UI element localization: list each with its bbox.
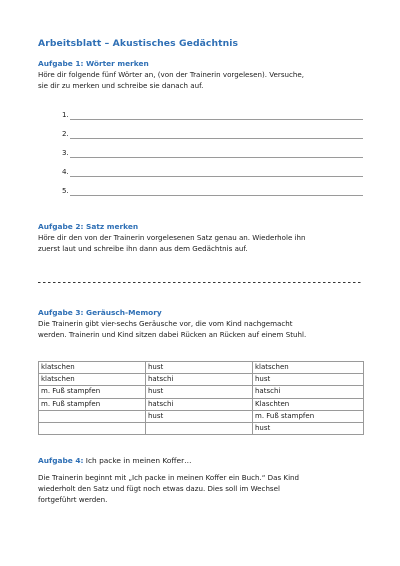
table-cell: hust bbox=[253, 422, 364, 434]
task4-text-line3: fortgeführt werden. bbox=[38, 495, 108, 504]
table-row bbox=[39, 422, 364, 434]
answer-line-number: 1. bbox=[62, 110, 69, 119]
answer-line-number: 2. bbox=[62, 129, 69, 138]
task2-heading: Aufgabe 2: Satz merken bbox=[38, 222, 139, 231]
task4-text-line2: wiederholt den Satz und fügt noch etwas dazu. Dies soll im Wechsel bbox=[38, 484, 280, 493]
task1-heading: Aufgabe 1: Wörter merken bbox=[38, 59, 149, 68]
table-cell: klatschen bbox=[253, 362, 364, 374]
table-cell: hatschi bbox=[253, 386, 364, 398]
answer-line-number: 5. bbox=[62, 186, 69, 195]
answer-line-number: 3. bbox=[62, 148, 69, 157]
table-cell: hatschi bbox=[146, 374, 253, 386]
table-cell: hust bbox=[146, 362, 253, 374]
table-cell bbox=[146, 422, 253, 434]
table-cell bbox=[39, 410, 146, 422]
task3-heading: Aufgabe 3: Geräusch-Memory bbox=[38, 308, 162, 317]
table-cell bbox=[39, 422, 146, 434]
table-cell: m. Fuß stampfen bbox=[253, 410, 364, 422]
table-cell: hatschi bbox=[146, 398, 253, 410]
answer-line-number: 4. bbox=[62, 167, 69, 176]
table-cell: Klaschten bbox=[253, 398, 364, 410]
task4-heading bbox=[38, 456, 363, 465]
answer-line-2[interactable] bbox=[38, 127, 363, 139]
table-cell: hust bbox=[146, 410, 253, 422]
task3-text-line2: werden. Trainerin und Kind sitzen dabei Rücken an Rücken auf einem Stuhl. bbox=[38, 330, 307, 339]
table-cell: hust bbox=[253, 374, 364, 386]
task2-text-line1: Höre dir den von der Trainerin vorgelesenen Satz genau an. Wiederhole ihn bbox=[38, 233, 306, 242]
task3-text-line1: Die Trainerin gibt vier-sechs Geräusche vor, die vom Kind nachgemacht bbox=[38, 319, 293, 328]
sound-memory-table bbox=[38, 361, 364, 435]
table-row bbox=[39, 410, 364, 422]
page-title: Arbeitsblatt – Akustisches Gedächtnis bbox=[38, 38, 239, 49]
table-cell: klatschen bbox=[39, 374, 146, 386]
table-row bbox=[39, 398, 364, 410]
table-cell: m. Fuß stampfen bbox=[39, 398, 146, 410]
sentence-answer-line[interactable] bbox=[38, 282, 363, 283]
answer-line-1[interactable] bbox=[38, 108, 363, 120]
answer-line-5[interactable] bbox=[38, 184, 363, 196]
table-row bbox=[39, 362, 364, 374]
task4-text-line1: Die Trainerin beginnt mit „Ich packe in meinen Koffer ein Buch.“ Das Kind bbox=[38, 473, 300, 482]
table-row bbox=[39, 374, 364, 386]
table-cell: hust bbox=[146, 386, 253, 398]
table-cell: klatschen bbox=[39, 362, 146, 374]
task4-heading-text: Ich packe in meinen Koffer… bbox=[83, 456, 192, 465]
task2-text-line2: zuerst laut und schreibe ihn dann aus dem Gedächtnis auf. bbox=[38, 244, 248, 253]
table-cell: m. Fuß stampfen bbox=[39, 386, 146, 398]
answer-line-3[interactable] bbox=[38, 146, 363, 158]
task1-text-line1: Höre dir folgende fünf Wörter an, (von der Trainerin vorgelesen). Versuche, bbox=[38, 70, 305, 79]
task4-heading-label: Aufgabe 4: bbox=[38, 456, 84, 465]
answer-line-4[interactable] bbox=[38, 165, 363, 177]
task1-text-line2: sie dir zu merken und schreibe sie danach auf. bbox=[38, 81, 204, 90]
table-row bbox=[39, 386, 364, 398]
